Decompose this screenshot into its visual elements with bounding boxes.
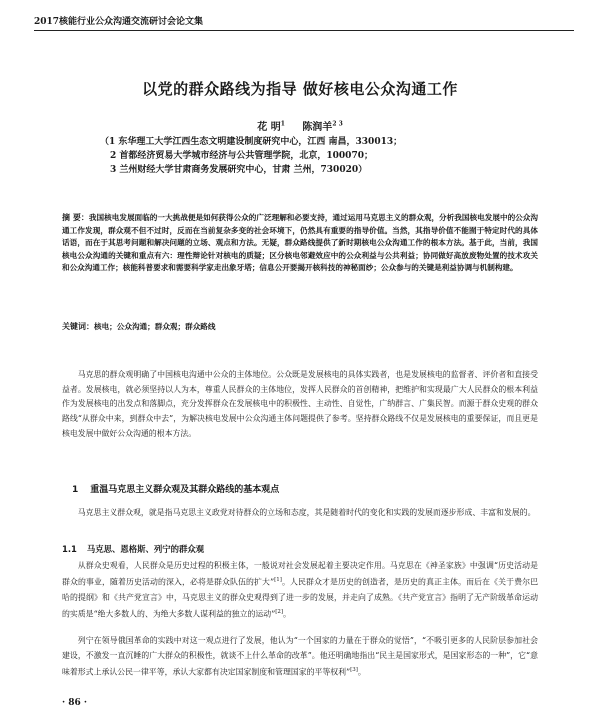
keywords-label: 关键词：: [62, 322, 94, 331]
abstract-text: 我国核电发展面临的一大挑战便是如何获得公众的广泛理解和必要支持，通过运用马克思主义的群众观，分析我国核电发展中的公众沟通工作发现，群众观不但不过时，反而在当前复杂多变的社会环境下，仍然具有重要的指导价值。当然，其指导价值不能囿于特定时代的具体话语，而在于其思考问题和解决问题的立场、观点和方法。无疑，群众路线提供了新时期核电公众沟通工作的根本方法。基于此，当前，我国核电公众沟通的关键和重点有六：理性辩论针对核电的质疑；区分核电邻避效应中的公众利益与公共利益；协同做好高放废物处置的技术攻关和公众沟通工作；核能科普要求和需要科学家走出象牙塔；信息公开要揭开核科技的神秘面纱；公众参与的关键是利益协调与机制构建。: [62, 213, 538, 273]
abstract: [62, 212, 538, 275]
running-header: 2017核能行业公众沟通交流研讨会论文集: [34, 14, 574, 31]
author-name: 陈润羊: [302, 122, 333, 133]
author-affil-mark: 1: [280, 120, 285, 128]
section-title: 重温马克思主义群众观及其群众路线的基本观点: [90, 485, 280, 495]
section-heading: [72, 482, 279, 495]
author-name: 花 明: [257, 122, 281, 133]
subsection-heading: [62, 543, 204, 555]
section-number: 1: [72, 485, 79, 495]
body-text: 。: [283, 609, 291, 619]
body-text: 。人民群众才是历史的创造者，是历史的真正主体。而后在《关于费尔巴哈的提纲》和《共产党宣言》中，马克思主义的群众史观得到了进一步的发展，并走向了成熟。《共产党宣言》指明了无产阶级革命运动的实质是“绝大多数人的、为绝大多数人谋利益的独立的运动”: [62, 577, 538, 619]
page-number: · 86 ·: [62, 698, 88, 708]
affiliation-line: 2 首都经济贸易大学城市经济与公共管理学院，北京，100070；: [110, 151, 373, 161]
author-affil-mark: 2 3: [332, 120, 343, 128]
abstract-label: 摘 要：: [62, 213, 89, 222]
affiliation-line: 3 兰州财经大学甘肃商务发展研究中心，甘肃 兰州，730020）: [110, 165, 368, 175]
citation-ref[interactable]: [3]: [350, 667, 358, 673]
body-text: 。: [357, 667, 366, 677]
body-paragraph: [62, 633, 538, 680]
keywords-text: 核电；公众沟通；群众观；群众路线: [94, 322, 216, 331]
citation-ref[interactable]: [2]: [275, 608, 284, 615]
affiliation-line: （1 东华理工大学江西生态文明建设制度研究中心，江西 南昌，330013；: [100, 137, 403, 147]
body-text: 列宁在领导俄国革命的实践中对这一观点进行了发展，他认为“一个国家的力量在于群众的觉悟”，“不吸引更多的人民阶层参加社会建设，不激发一直沉睡的广大群众的积极性，就谈不上什么革命的改革”。他还明确地指出“民主是国家形式，是国家形态的一种”，它“意味着形式上承认公民一律平等，承认大家都有决定国家制度和管理国家的平等权利”: [62, 636, 538, 677]
author-line: [0, 118, 600, 133]
section-paragraph: 马克思主义群众观，就是指马克思主义政党对待群众的立场和态度，其是随着时代的变化和实践的发展而逐步形成、丰富和发展的。: [77, 508, 536, 517]
intro-paragraph: 马克思的群众观明确了中国核电沟通中公众的主体地位。公众既是发展核电的具体实践者，也是发展核电的监督者、评价者和直接受益者。发展核电，就必须坚持以人为本，尊重人民群众的主体地位，发挥人民群众的首创精神，把维护和实现最广大人民群众的根本利益作为发展核电的出发点和落脚点，充分发挥群众在发展核电中的积极性、主动性、自觉性，广纳群言、广集民智。而源于群众史观的群众路线“从群众中来，到群众中去”，为解决核电发展中公众沟通主体问题提供了参考。坚持群众路线不仅是发展核电的重要保证，而且更是核电发展中做好公众沟通的根本方法。: [62, 370, 538, 438]
body-paragraph: [62, 558, 538, 621]
body-text: 从群众史观看，人民群众是历史过程的积极主体，一般说对社会发展起着主要决定作用。马克思在《神圣家族》中强调“历史活动是群众的事业，随着历史活动的深入，必将是群众队伍的扩大”: [62, 561, 538, 587]
keywords: [62, 321, 538, 332]
subsection-number: 1.1: [62, 544, 77, 554]
subsection-title: 马克思、恩格斯、列宁的群众观: [86, 544, 205, 554]
paper-title: 以党的群众路线为指导 做好核电公众沟通工作: [142, 80, 458, 98]
citation-ref[interactable]: [1]: [274, 577, 282, 583]
